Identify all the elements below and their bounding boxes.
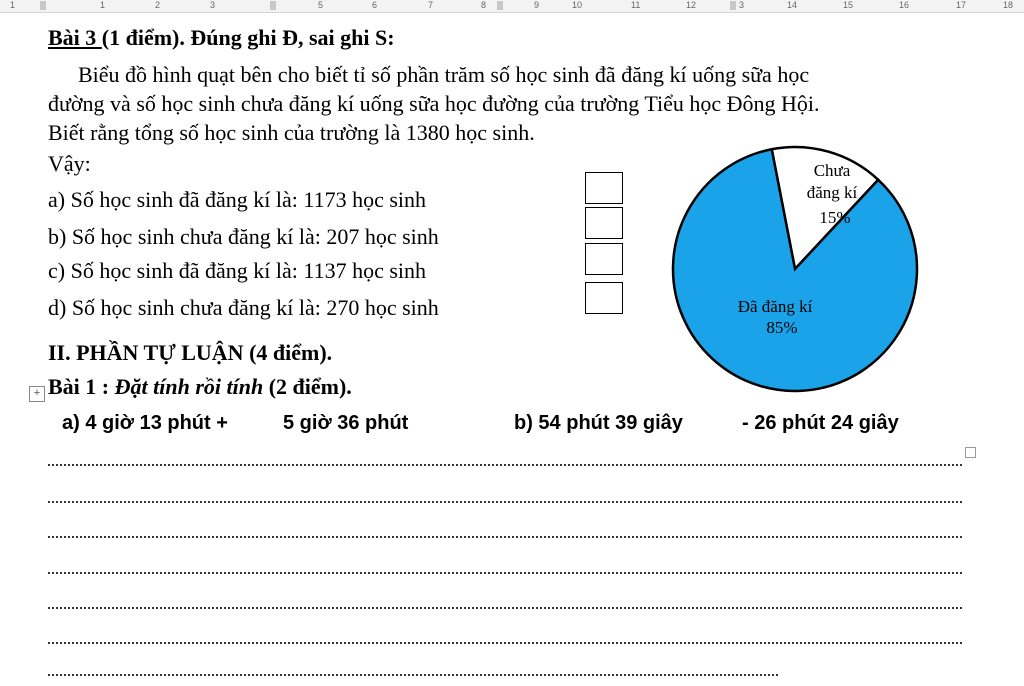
intro-line-2: đường và số học sinh chưa đăng kí uống sữa học đường của trường Tiểu học Đông Hội.	[48, 91, 820, 116]
ruler-tab-marker[interactable]	[40, 1, 46, 10]
answer-line-7	[48, 672, 778, 676]
statement-b: b) Số học sinh chưa đăng kí là: 207 học sinh	[48, 224, 439, 249]
section-2-heading: II. PHẦN TỰ LUẬN (4 điểm).	[48, 340, 333, 365]
ruler-number: 3	[739, 0, 745, 10]
answer-box-d[interactable]	[585, 282, 623, 314]
exercise-instruction: (1 điểm). Đúng ghi Đ, sai ghi S:	[101, 25, 395, 50]
ruler-number: 18	[1003, 0, 1014, 10]
ruler-number: 9	[534, 0, 540, 10]
ruler-number: 8	[481, 0, 487, 10]
text-boundary-marker	[965, 447, 976, 458]
answer-line-1	[48, 462, 962, 466]
statement-a: a) Số học sinh đã đăng kí là: 1173 học sinh	[48, 187, 427, 212]
answer-line-4	[48, 570, 962, 574]
answer-line-6	[48, 640, 962, 644]
pie-label: Đã đăng kí	[737, 297, 813, 316]
answer-line-2	[48, 499, 962, 503]
pie-label: Chưa	[813, 161, 851, 180]
intro-line-1: Biểu đồ hình quạt bên cho biết tỉ số phần trăm số học sinh đã đăng kí uống sữa học	[78, 62, 810, 87]
ruler-number: 17	[956, 0, 967, 10]
ruler[interactable]	[0, 0, 1024, 13]
ruler-number: 12	[686, 0, 697, 10]
calc-b-part-1: b) 54 phút 39 giây	[514, 412, 683, 434]
intro-line-4: Vậy:	[48, 151, 91, 176]
exercise-title	[48, 25, 395, 51]
ruler-number: 3	[210, 0, 216, 10]
move-anchor-icon[interactable]: +	[29, 386, 45, 402]
answer-line-5	[48, 605, 962, 609]
ruler-number: 2	[155, 0, 161, 10]
calc-a-part-1: a) 4 giờ 13 phút +	[62, 412, 228, 434]
ruler-number: 5	[318, 0, 324, 10]
ruler-tab-marker[interactable]	[497, 1, 503, 10]
answer-box-a[interactable]	[585, 172, 623, 204]
task-1-label: Bài 1 :	[48, 374, 115, 399]
exercise-number: Bài 3	[48, 25, 102, 50]
ruler-number: 16	[899, 0, 910, 10]
ruler-number: 1	[100, 0, 106, 10]
ruler-indent-marker[interactable]	[270, 1, 276, 10]
ruler-number: 6	[372, 0, 378, 10]
answer-line-3	[48, 534, 962, 538]
ruler-number: 1	[10, 0, 16, 10]
ruler-number: 11	[631, 0, 641, 10]
statement-d: d) Số học sinh chưa đăng kí là: 270 học sinh	[48, 295, 439, 320]
pie-label: đăng kí	[806, 183, 858, 202]
answer-box-c[interactable]	[585, 243, 623, 275]
statement-c: c) Số học sinh đã đăng kí là: 1137 học sinh	[48, 258, 427, 283]
pie-chart	[630, 140, 920, 410]
pie-value-label: 15%	[819, 208, 851, 227]
ruler-number: 7	[428, 0, 434, 10]
calc-a-part-2: 5 giờ 36 phút	[283, 412, 409, 434]
answer-box-b[interactable]	[585, 207, 623, 239]
task-1-points: (2 điểm).	[263, 374, 352, 399]
ruler-number: 15	[843, 0, 854, 10]
ruler-number: 10	[572, 0, 583, 10]
ruler-tab-marker[interactable]	[730, 1, 736, 10]
task-1-heading	[48, 374, 352, 400]
pie-value-label: 85%	[766, 318, 798, 337]
intro-line-3: Biết rằng tổng số học sinh của trường là 1380 học sinh.	[48, 120, 535, 145]
ruler-number: 14	[787, 0, 798, 10]
calc-b-part-2: - 26 phút 24 giây	[742, 412, 899, 434]
task-1-instruction: Đặt tính rồi tính	[114, 374, 264, 399]
